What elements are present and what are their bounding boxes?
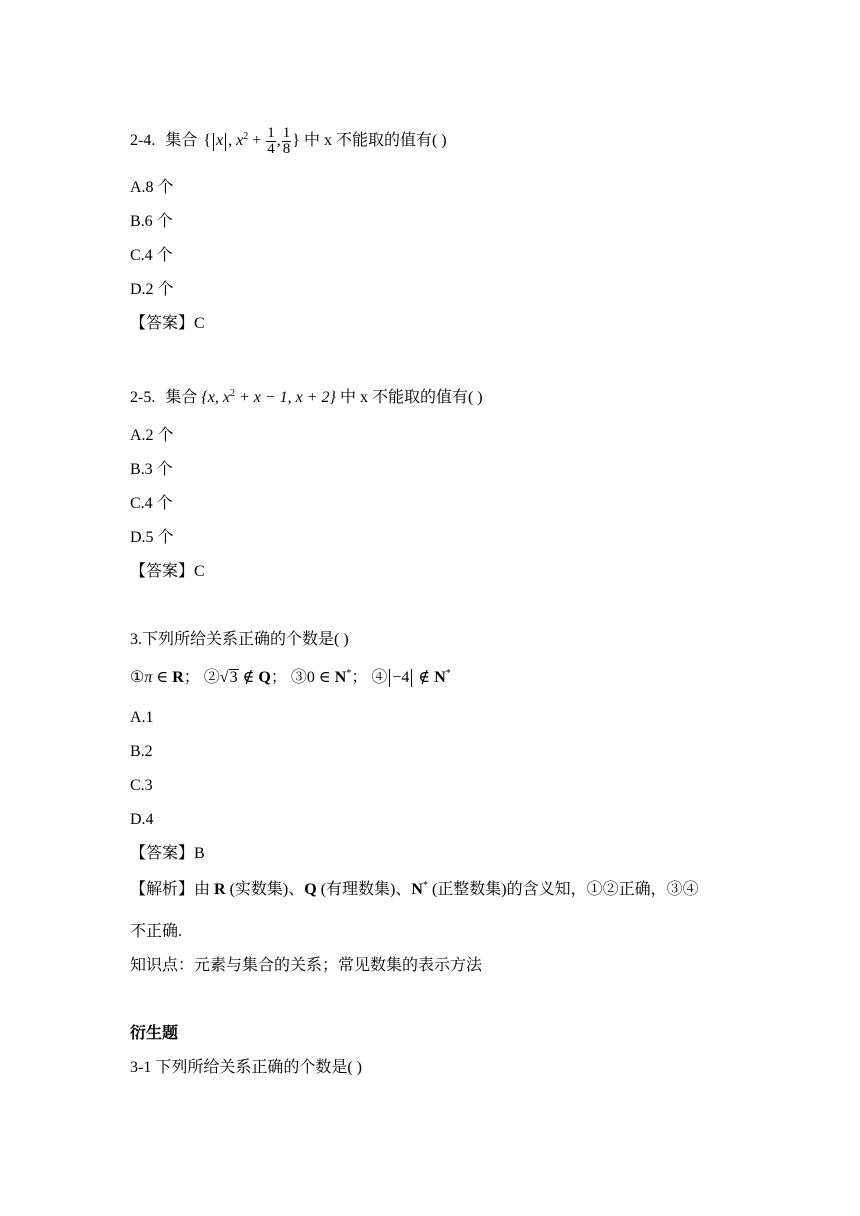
frac1-num: 1 <box>267 125 275 141</box>
rel2-mark: ② <box>203 669 220 686</box>
q2-5-exp: 2 <box>229 388 235 399</box>
q2-5-option-a: A.2 个 <box>130 427 174 444</box>
q2-4-set-left: { <box>203 132 212 150</box>
analysis-q-note: (有理数集)、 <box>316 881 412 898</box>
analysis-n: N <box>411 881 423 898</box>
sqrt-radicand: 3 <box>229 669 238 686</box>
q3-option-d: D.4 <box>130 811 154 828</box>
frac2-num: 1 <box>282 125 291 141</box>
q2-5-stem <box>130 388 483 408</box>
q2-4-option-a: A.8 个 <box>130 179 174 196</box>
q3-option-c: C.3 <box>130 777 153 794</box>
q3-option-b: B.2 <box>130 743 153 760</box>
q3-stem: 3.下列所给关系正确的个数是( ) <box>130 631 349 648</box>
q2-4-answer: 【答案】C <box>130 315 205 332</box>
q2-4-exp: 2 <box>243 131 249 143</box>
rel2-set: Q <box>258 669 271 686</box>
q2-4-stem <box>130 126 447 157</box>
sqrt-sign: √ <box>219 669 229 686</box>
q2-4-lead: 集合 <box>165 132 198 150</box>
q2-4-abs-x: x <box>216 132 224 150</box>
q2-5-expr-tail: + x − 1, x + 2} <box>234 389 336 406</box>
derived-heading: 衍生题 <box>130 1025 179 1042</box>
q2-4-set-right: } <box>292 132 300 150</box>
analysis-r-note: (实数集)、 <box>225 881 305 898</box>
rel4-sup: * <box>445 668 451 679</box>
q2-5-lead: 集合 <box>165 389 198 406</box>
q3-analysis-line2: 不正确. <box>130 923 183 940</box>
q2-5-option-d: D.5 个 <box>130 529 174 546</box>
rel2-op: ∉ <box>238 669 259 686</box>
rel1-mark: ① <box>130 669 145 686</box>
frac2-den: 8 <box>282 141 291 157</box>
q3-relations <box>130 668 451 688</box>
analysis-q: Q <box>304 881 317 898</box>
rel4-mark: ④ <box>371 669 388 686</box>
sep3: ； <box>351 669 368 686</box>
q2-5-tail: 中 x 不能取的值有( ) <box>339 389 483 406</box>
rel4-set: N <box>434 669 446 686</box>
rel3-set: N <box>334 669 347 686</box>
q2-4-frac2 <box>282 126 292 157</box>
abs-bar-left-2 <box>389 669 390 687</box>
q2-4-option-d: D.2 个 <box>130 281 174 298</box>
rel3-mark: ③ <box>290 669 307 686</box>
rel4-op: ∉ <box>414 669 435 686</box>
q3-knowledge: 知识点：元素与集合的关系；常见数集的表示方法 <box>130 957 483 974</box>
q2-4-tail: 中 x 不能取的值有( ) <box>303 132 447 150</box>
q2-5-option-b: B.3 个 <box>130 461 173 478</box>
q2-4-plus: + <box>252 132 262 150</box>
q3-option-a: A.1 <box>130 709 154 726</box>
abs-bar-right <box>225 133 226 151</box>
rel1-a: π ∈ <box>144 669 173 686</box>
sep2: ； <box>270 669 287 686</box>
q2-4-comma2: , <box>276 132 281 150</box>
abs-bar-right-2 <box>411 669 412 687</box>
q2-5-option-c: C.4 个 <box>130 495 173 512</box>
rel3-sup: * <box>346 668 352 679</box>
q2-5-expr: {x, x <box>201 389 230 406</box>
rel4-val: −4 <box>392 669 410 686</box>
abs-bar-left <box>213 133 214 151</box>
q3-analysis <box>130 880 699 900</box>
q2-4-x2: x <box>236 132 244 150</box>
frac1-den: 4 <box>267 141 275 157</box>
q2-4-comma1: , <box>228 132 233 150</box>
analysis-n-note: (正整数集)的含义知，①②正确，③④ <box>427 881 699 898</box>
analysis-label: 【解析】 <box>130 881 195 898</box>
rel3-a: 0 ∈ <box>306 669 335 686</box>
q2-4-option-c: C.4 个 <box>130 247 173 264</box>
analysis-pre: 由 <box>194 881 215 898</box>
q2-5-number: 2-5. <box>130 389 156 406</box>
q2-4-option-b: B.6 个 <box>130 213 173 230</box>
sep1: ； <box>183 669 200 686</box>
q2-4-number: 2-4. <box>130 132 156 150</box>
analysis-n-sup: * <box>422 880 428 891</box>
q2-4-frac1 <box>266 126 276 157</box>
analysis-r: R <box>214 881 226 898</box>
rel1-set: R <box>172 669 184 686</box>
q3-1-stem: 3-1 下列所给关系正确的个数是( ) <box>130 1059 362 1076</box>
q2-5-answer: 【答案】C <box>130 563 205 580</box>
q3-answer: 【答案】B <box>130 845 205 862</box>
